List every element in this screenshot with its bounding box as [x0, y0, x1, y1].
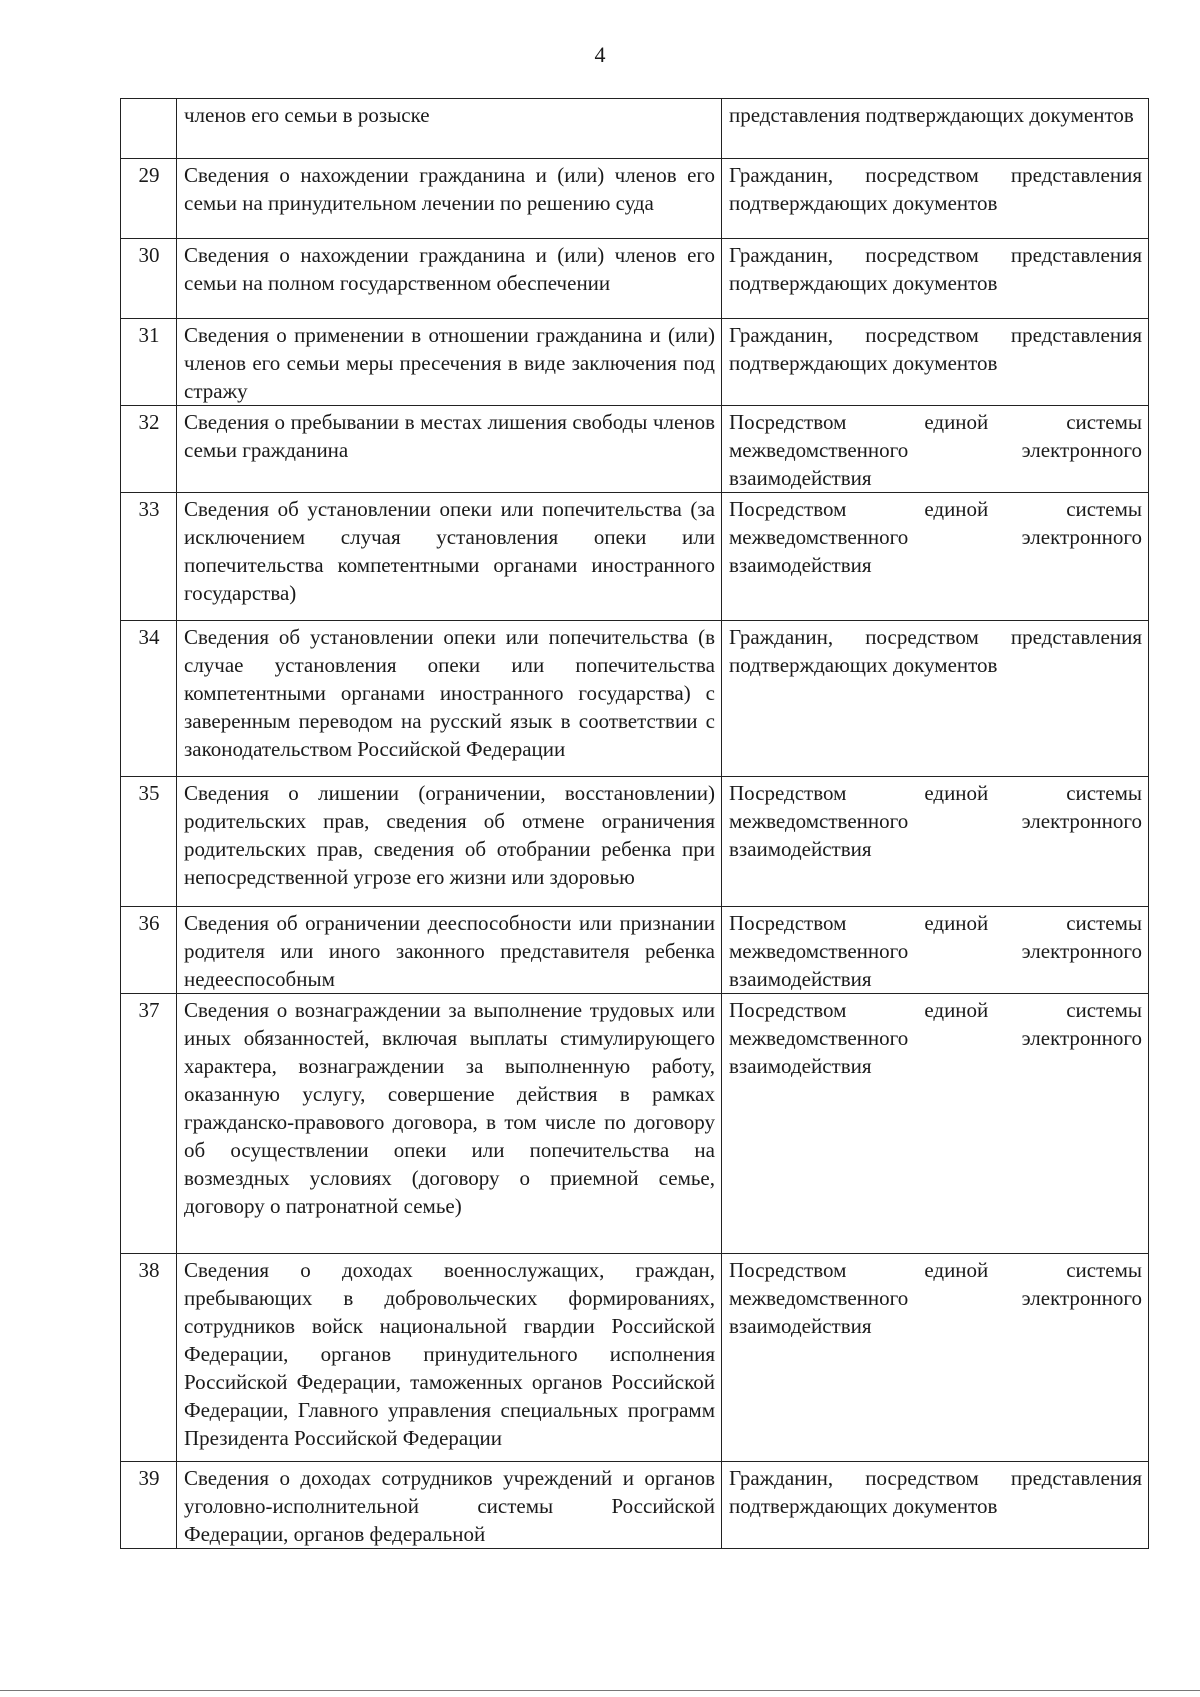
table-row: [121, 406, 1149, 493]
table-row: [121, 239, 1149, 319]
row-source: Посредством единой системы межведомственного электронного взаимодействия: [722, 1254, 1149, 1462]
row-source: Посредством единой системы межведомственного электронного взаимодействия: [722, 406, 1149, 493]
row-description: Сведения об ограничении дееспособности или признании родителя или иного законного представителя ребенка недееспособным: [177, 907, 722, 994]
row-source: Посредством единой системы межведомственного электронного взаимодействия: [722, 907, 1149, 994]
row-number: 30: [121, 239, 177, 319]
table-row: [121, 159, 1149, 239]
table-row: [121, 493, 1149, 621]
row-source: представления подтверждающих документов: [722, 99, 1149, 159]
row-number: 33: [121, 493, 177, 621]
row-number: 38: [121, 1254, 177, 1462]
row-description: Сведения об установлении опеки или попечительства (в случае установления опеки или попечительства компетентными органами иностранного государства) с заверенным переводом на русский язык в соответствии с законодательством Российской Федерации: [177, 621, 722, 777]
row-number: 35: [121, 777, 177, 907]
row-source: Посредством единой системы межведомственного электронного взаимодействия: [722, 777, 1149, 907]
row-source: Гражданин, посредством представления подтверждающих документов: [722, 1462, 1149, 1549]
row-source: Гражданин, посредством представления подтверждающих документов: [722, 621, 1149, 777]
page-number: 4: [594, 42, 606, 67]
row-source: Гражданин, посредством представления подтверждающих документов: [722, 239, 1149, 319]
row-description: Сведения о нахождении гражданина и (или) членов его семьи на принудительном лечении по решению суда: [177, 159, 722, 239]
table-row: [121, 1462, 1149, 1549]
table-row: [121, 319, 1149, 406]
table-row: [121, 1254, 1149, 1462]
page-bottom-rule: [0, 1690, 1200, 1691]
documents-table: [120, 98, 1149, 1549]
table-row: [121, 994, 1149, 1254]
row-number: 36: [121, 907, 177, 994]
table-row: [121, 907, 1149, 994]
row-number: 29: [121, 159, 177, 239]
row-description: Сведения о применении в отношении гражданина и (или) членов его семьи меры пресечения в виде заключения под стражу: [177, 319, 722, 406]
row-description: Сведения о вознаграждении за выполнение трудовых или иных обязанностей, включая выплаты стимулирующего характера, вознаграждении за выполненную работу, оказанную услугу, совершение действия в рамках гражданско-правового договора, в том числе по договору об осуществлении опеки или попечительства на возмездных условиях (договору о приемной семье, договору о патронатной семье): [177, 994, 722, 1254]
row-number: 34: [121, 621, 177, 777]
row-source: Гражданин, посредством представления подтверждающих документов: [722, 159, 1149, 239]
row-description: Сведения о нахождении гражданина и (или) членов его семьи на полном государственном обеспечении: [177, 239, 722, 319]
row-description: Сведения о лишении (ограничении, восстановлении) родительских прав, сведения об отмене ограничения родительских прав, сведения об отобрании ребенка при непосредственной угрозе его жизни или здоровью: [177, 777, 722, 907]
row-number: 37: [121, 994, 177, 1254]
row-description: Сведения об установлении опеки или попечительства (за исключением случая установления опеки или попечительства компетентными органами иностранного государства): [177, 493, 722, 621]
row-description: Сведения о доходах сотрудников учреждений и органов уголовно-исполнительной системы Российской Федерации, органов федеральной: [177, 1462, 722, 1549]
row-number: [121, 99, 177, 159]
row-source: Гражданин, посредством представления подтверждающих документов: [722, 319, 1149, 406]
row-number: 31: [121, 319, 177, 406]
row-description: членов его семьи в розыске: [177, 99, 722, 159]
row-source: Посредством единой системы межведомственного электронного взаимодействия: [722, 994, 1149, 1254]
row-source: Посредством единой системы межведомственного электронного взаимодействия: [722, 493, 1149, 621]
row-description: Сведения о пребывании в местах лишения свободы членов семьи гражданина: [177, 406, 722, 493]
table-row: [121, 99, 1149, 159]
row-description: Сведения о доходах военнослужащих, граждан, пребывающих в добровольческих формированиях, сотрудников войск национальной гвардии Российской Федерации, органов принудительного исполнения Российской Федерации, таможенных органов Российской Федерации, Главного управления специальных программ Президента Российской Федерации: [177, 1254, 722, 1462]
table-row: [121, 621, 1149, 777]
table-row: [121, 777, 1149, 907]
row-number: 32: [121, 406, 177, 493]
row-number: 39: [121, 1462, 177, 1549]
